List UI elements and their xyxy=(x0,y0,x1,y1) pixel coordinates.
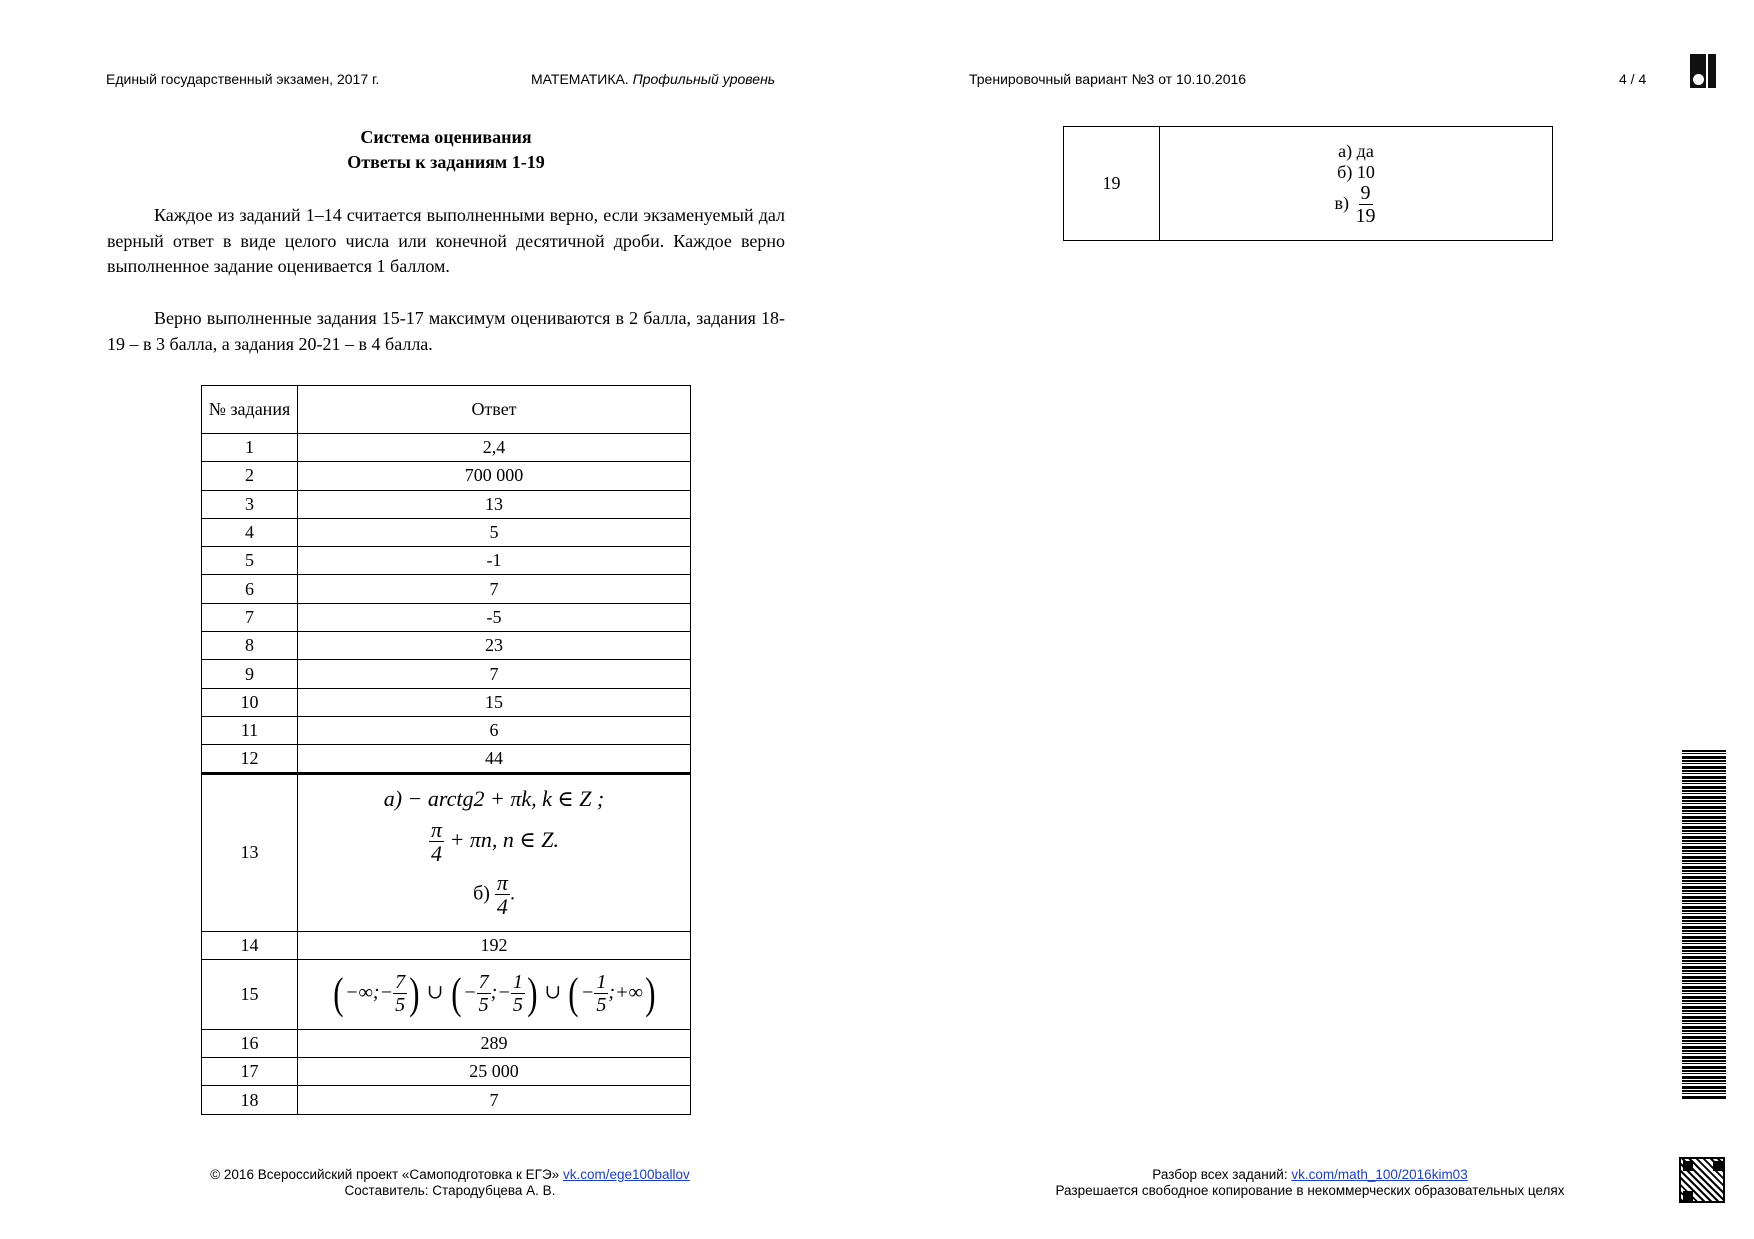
table-row xyxy=(202,603,691,631)
answer-cell: 5 xyxy=(298,518,691,546)
answer-19-c: в) $\frac{9}{19}$ xyxy=(1334,181,1376,227)
table-row xyxy=(202,490,691,518)
footer-author: Составитель: Стародубцева А. В. xyxy=(344,1183,556,1198)
row-number: 3 xyxy=(202,490,298,518)
footer-right xyxy=(1000,1167,1620,1199)
answer-15: ( −∞;− $\frac{7}{5}$ ) ∪ ( − $\frac{7}{5}$ ;− $\frac{1}{5}$ ) ∪ ( − $\frac{1}{5}$ ;+∞) xyxy=(298,959,691,1029)
row-number: 18 xyxy=(202,1086,298,1114)
intro-paragraph-2: Верно выполненные задания 15-17 максимум оцениваются в 2 балла, задания 18-19 – в 3 балла, а задания 20-21 – в 4 балла. xyxy=(107,308,785,354)
table-row-19 xyxy=(1064,127,1553,241)
col-header-answer: Ответ xyxy=(298,386,691,434)
answer-cell: 700 000 xyxy=(298,462,691,490)
answer-19-a: а) да xyxy=(1338,140,1374,161)
row-number: 2 xyxy=(202,462,298,490)
answer-cell: -5 xyxy=(298,603,691,631)
row-number: 11 xyxy=(202,716,298,744)
answer-13-part-b: б) $\frac{\pi}{4}$ . xyxy=(473,869,515,919)
header-level: Профильный уровень xyxy=(632,71,776,87)
vk-ege100ballov-link[interactable]: vk.com/ege100ballov xyxy=(562,1167,690,1182)
table-row xyxy=(202,547,691,575)
table-row-14 xyxy=(202,931,691,959)
answer-cell: 44 xyxy=(298,745,691,773)
table-row xyxy=(202,745,691,773)
answer-19 xyxy=(1160,127,1553,241)
section-title: Система оценивания xyxy=(360,127,532,147)
row-number: 12 xyxy=(202,745,298,773)
table-row xyxy=(202,462,691,490)
answers-table-continued xyxy=(1063,126,1553,241)
vk-math100-link[interactable]: vk.com/math_100/2016kim03 xyxy=(1291,1167,1468,1182)
row-number: 15 xyxy=(202,959,298,1029)
qr-code-icon xyxy=(1679,1157,1725,1203)
header-variant: Тренировочный вариант №3 от 10.10.2016 xyxy=(969,71,1247,87)
row-number: 7 xyxy=(202,603,298,631)
answer-cell: -1 xyxy=(298,547,691,575)
answer-cell: 25 000 xyxy=(298,1058,691,1086)
row-number: 5 xyxy=(202,547,298,575)
table-row xyxy=(202,1086,691,1114)
table-row xyxy=(202,632,691,660)
answer-13 xyxy=(298,773,691,931)
col-header-number: № задания xyxy=(202,386,298,434)
footer-left xyxy=(150,1167,750,1199)
row-number: 4 xyxy=(202,518,298,546)
answer-cell: 192 xyxy=(298,931,691,959)
table-row-15 xyxy=(202,959,691,1029)
row-number: 1 xyxy=(202,434,298,462)
row-number: 9 xyxy=(202,660,298,688)
table-row xyxy=(202,1029,691,1057)
answer-cell: 7 xyxy=(298,575,691,603)
footer-license: Разрешается свободное копирование в некоммерческих образовательных целях xyxy=(1055,1183,1565,1198)
footer-right-line1: Разбор всех заданий: vk.com/math_100/2016kim03 xyxy=(1152,1167,1468,1182)
header-exam-title: Единый государственный экзамен, 2017 г. xyxy=(106,71,380,87)
answer-cell: 15 xyxy=(298,688,691,716)
intro-paragraph-1: Каждое из заданий 1–14 считается выполненными верно, если экзаменуемый дал верный ответ в виде целого числа или конечной десятичной дроби. Каждое верно выполненное задание оценивается 1 баллом. xyxy=(107,205,785,276)
answers-table xyxy=(201,385,691,1115)
fraction-pi-4-b: $\frac{\pi}{4}$ xyxy=(496,869,508,919)
section-subtitle: Ответы к заданиям 1-19 xyxy=(347,152,545,172)
footer-left-line1: © 2016 Всероссийский проект «Самоподготовка к ЕГЭ» vk.com/ege100ballov xyxy=(210,1167,690,1182)
answer-19-b: б) 10 xyxy=(1337,161,1375,182)
fraction-pi-4: $\frac{\pi}{4}$ xyxy=(431,817,443,867)
answer-cell: 289 xyxy=(298,1029,691,1057)
header-subject-name: МАТЕМАТИКА. xyxy=(531,71,629,87)
table-row xyxy=(202,575,691,603)
row-number: 14 xyxy=(202,931,298,959)
answer-cell: 7 xyxy=(298,1086,691,1114)
table-row xyxy=(202,518,691,546)
answer-cell: 23 xyxy=(298,632,691,660)
row-number: 13 xyxy=(202,773,298,931)
table-header-row xyxy=(202,386,691,434)
row-number: 16 xyxy=(202,1029,298,1057)
row-number: 19 xyxy=(1064,127,1160,241)
header-subject xyxy=(531,71,775,87)
table-row-13 xyxy=(202,773,691,931)
answer-cell: 7 xyxy=(298,660,691,688)
row-number: 10 xyxy=(202,688,298,716)
answer-13-line2: $\frac{\pi}{4}$ + πn, n ∈ Z. xyxy=(431,817,559,867)
page-number: 4 / 4 xyxy=(1619,71,1647,87)
answer-cell: 13 xyxy=(298,490,691,518)
table-row xyxy=(202,1058,691,1086)
table-row xyxy=(202,688,691,716)
barcode-icon xyxy=(1682,750,1726,1100)
answer-13-line1: а) − arctg2 + πk, k ∈ Z ; xyxy=(383,786,605,812)
answer-cell: 6 xyxy=(298,716,691,744)
row-number: 17 xyxy=(202,1058,298,1086)
table-row xyxy=(202,716,691,744)
table-row xyxy=(202,660,691,688)
row-number: 6 xyxy=(202,575,298,603)
answer-cell: 2,4 xyxy=(298,434,691,462)
table-row xyxy=(202,434,691,462)
corner-mark-icon xyxy=(1690,54,1716,88)
row-number: 8 xyxy=(202,632,298,660)
